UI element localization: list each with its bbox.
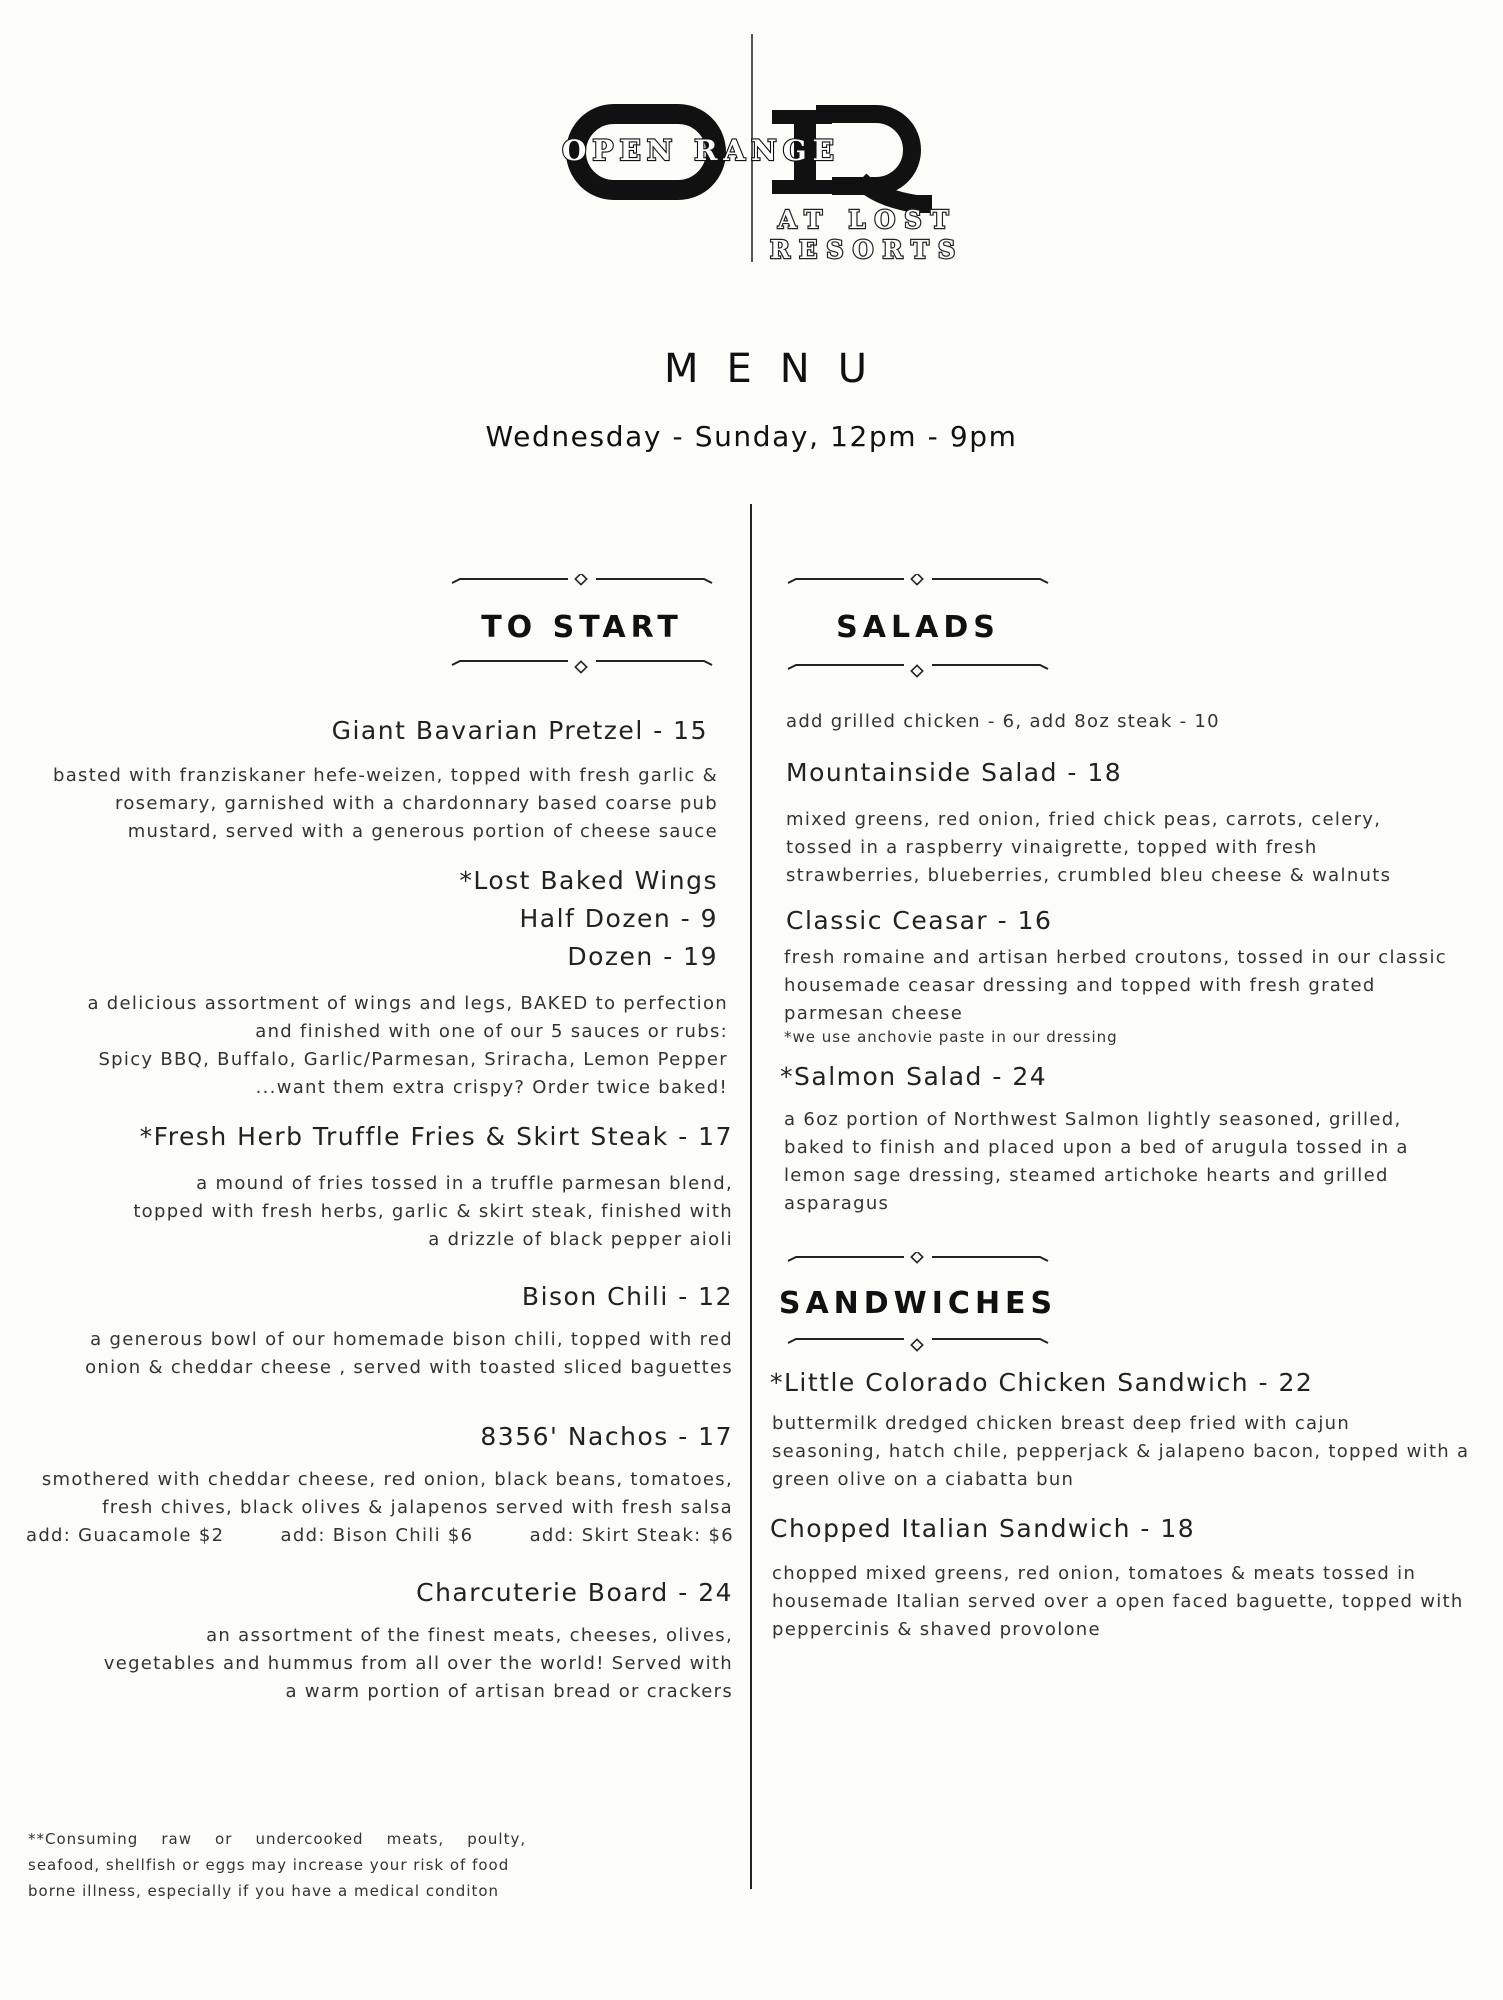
salads-heading: SALADS [836,610,1000,645]
nachos-name: 8356' Nachos - 17 [480,1422,733,1451]
charcuterie-desc: an assortment of the finest meats, cheeses, olives, vegetables and hummus from all over the world! Served with a warm portion of artisan bread or crackers [103,1625,733,1702]
ornament-top-to-start [450,574,714,592]
menu-title: MENU [664,346,895,392]
nachos-addon-guacamole: add: Guacamole $2 [26,1525,225,1546]
ornament-bottom-sandwiches [786,1334,1050,1352]
ornament-bottom-salads [786,660,1050,678]
chili-name: Bison Chili - 12 [521,1282,733,1311]
fries-desc: a mound of fries tossed in a truffle parmesan blend, topped with fresh herbs, garlic & skirt steak, finished with a drizzle of black pepper aioli [133,1173,733,1250]
charcuterie-name: Charcuterie Board - 24 [416,1578,733,1607]
chili-desc: a generous bowl of our homemade bison chili, topped with red onion & cheddar cheese , served with toasted sliced baguettes [85,1329,733,1378]
svg-text:OPEN RANGE: OPEN RANGE [562,134,840,167]
wings-dozen: Dozen - 19 [567,942,718,971]
nachos-addons [26,1522,734,1550]
salmon-desc: a 6oz portion of Northwest Salmon lightly seasoned, grilled, baked to finish and placed upon a bed of arugula tossed in a lemon sage dressing, steamed artichoke hearts and grilled asparagus [784,1109,1409,1214]
nachos-desc: smothered with cheddar cheese, red onion, black beans, tomatoes, fresh chives, black olives & jalapenos served with fresh salsa [41,1469,733,1518]
salmon-name: *Salmon Salad - 24 [780,1062,1048,1091]
ornament-top-sandwiches [786,1252,1050,1270]
italian-sandwich-desc: chopped mixed greens, red onion, tomatoes & meats tossed in housemade Italian served over a open faced baguette, topped with peppercinis & shaved provolone [772,1563,1464,1640]
chicken-sandwich-desc: buttermilk dredged chicken breast deep fried with cajun seasoning, hatch chile, pepperjack & jalapeno bacon, topped with a green olive on a ciabatta bun [772,1413,1470,1490]
ornament-bottom-to-start [450,656,714,674]
wings-half-dozen: Half Dozen - 9 [519,904,718,933]
to-start-heading: TO START [481,610,683,645]
center-divider [750,504,752,1889]
pretzel-name: Giant Bavarian Pretzel - 15 [331,716,708,745]
nachos-addon-chili: add: Bison Chili $6 [280,1525,474,1546]
salads-addon: add grilled chicken - 6, add 8oz steak - 10 [786,711,1220,732]
svg-text:RESORTS: RESORTS [770,235,965,264]
chicken-sandwich-name: *Little Colorado Chicken Sandwich - 22 [770,1368,1314,1397]
ceasar-note: *we use anchovie paste in our dressing [784,1028,1118,1046]
ceasar-name: Classic Ceasar - 16 [786,906,1053,935]
pretzel-desc: basted with franziskaner hefe-weizen, topped with fresh garlic & rosemary, garnished with a chardonnary based coarse pub mustard, served with a generous portion of cheese sauce [52,765,718,842]
wings-desc: a delicious assortment of wings and legs, BAKED to perfection and finished with one of our 5 sauces or rubs: Spicy BBQ, Buffalo, Garlic/Parmesan, Sriracha, Lemon Pepper ...want them extra crispy? Order twice baked! [87,993,728,1098]
wings-name: *Lost Baked Wings [459,866,718,895]
fries-name: *Fresh Herb Truffle Fries & Skirt Steak - 17 [139,1122,733,1151]
svg-text:AT LOST: AT LOST [778,205,958,234]
open-range-logo [560,30,980,280]
nachos-addon-steak: add: Skirt Steak: $6 [529,1525,734,1546]
mountainside-desc: mixed greens, red onion, fried chick peas, carrots, celery, tossed in a raspberry vinaigrette, topped with fresh strawberries, blueberries, crumbled bleu cheese & walnuts [786,809,1392,886]
ornament-top-salads [786,574,1050,592]
disclaimer: **Consuming raw or undercooked meats, poulty, seafood, shellfish or eggs may increase your risk of food borne illness, especially if you have a medical conditon [28,1830,527,1900]
italian-sandwich-name: Chopped Italian Sandwich - 18 [770,1514,1196,1543]
hours: Wednesday - Sunday, 12pm - 9pm [485,420,1018,453]
sandwiches-heading: SANDWICHES [778,1286,1058,1321]
ceasar-desc: fresh romaine and artisan herbed croutons, tossed in our classic housemade ceasar dressing and topped with fresh grated parmesan cheese [784,947,1447,1024]
mountainside-name: Mountainside Salad - 18 [786,758,1123,787]
